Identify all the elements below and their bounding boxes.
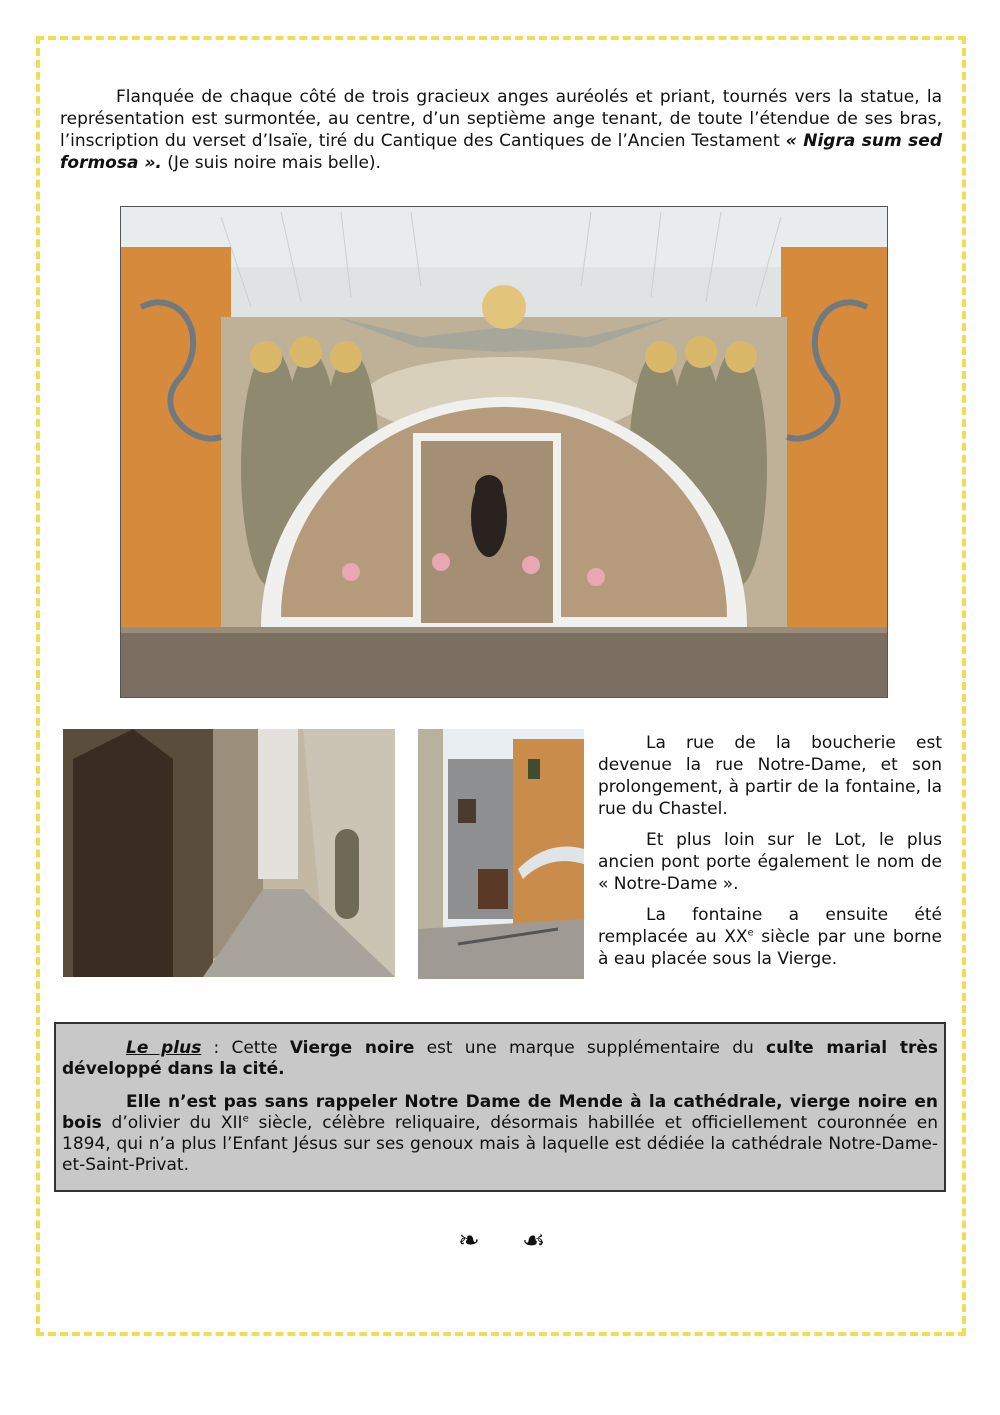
- fountain-text-b: siècle par une borne à eau placée sous la Vierge.: [598, 927, 942, 969]
- note-text-a: : Cette: [201, 1038, 290, 1058]
- note-box: [54, 1022, 946, 1192]
- street-photo-right: [418, 729, 584, 979]
- ornament-right: ☙: [522, 1226, 546, 1256]
- bridge-paragraph: [598, 829, 942, 895]
- note-label: Le plus: [126, 1038, 202, 1058]
- street-paragraph-1: [598, 732, 942, 820]
- intro-paragraph: [60, 86, 942, 174]
- note-p2-a: d’olivier du XII: [101, 1113, 243, 1133]
- latin-quote: « Nigra sum sed formosa ».: [60, 131, 942, 173]
- fountain-paragraph: [598, 904, 942, 970]
- note-superscript: e: [242, 1113, 249, 1125]
- intro-translation: (Je suis noire mais belle).: [161, 153, 381, 173]
- fresco-photo: [120, 206, 888, 698]
- century-superscript: e: [747, 927, 754, 939]
- note-p2-b: siècle, célèbre reliquaire, désormais habillée et officiellement couronnée en 1894, qui n’a plus l’Enfant Jésus sur ses genoux mais à laquelle est dédiée la cathédrale Notre-Dame-et-Saint-Privat.: [62, 1113, 938, 1175]
- intro-text: Flanquée de chaque côté de trois gracieux anges auréolés et priant, tournés vers la statue, la représentation est surmontée, au centre, d’un septième ange tenant, de toute l’étendue de ses bras, l’inscription du verset d’Isaïe, tiré du Cantique des Cantiques de l’Ancien Testament: [60, 87, 942, 151]
- street-text-1: La rue de la boucherie est devenue la rue Notre-Dame, et son prolongement, à partir de la fontaine, la rue du Chastel.: [598, 733, 942, 819]
- note-bold-a: Vierge noire: [289, 1038, 415, 1058]
- ornament-left: ❧: [458, 1226, 480, 1256]
- note-bold-b: culte marial très développé dans la cité.: [62, 1038, 938, 1079]
- note-text-b: est une marque supplémentaire du: [414, 1038, 766, 1058]
- bridge-text: Et plus loin sur le Lot, le plus ancien pont porte également le nom de « Notre-Dame ».: [598, 830, 942, 894]
- street-photo-left: [63, 729, 395, 977]
- note-p2-bold: Elle n’est pas sans rappeler Notre Dame de Mende à la cathédrale, vierge noire en bois: [62, 1092, 938, 1133]
- note-paragraph-1: [62, 1038, 938, 1080]
- fountain-text-a: La fontaine a ensuite été remplacée au XX: [598, 905, 942, 947]
- note-paragraph-2: [62, 1092, 938, 1176]
